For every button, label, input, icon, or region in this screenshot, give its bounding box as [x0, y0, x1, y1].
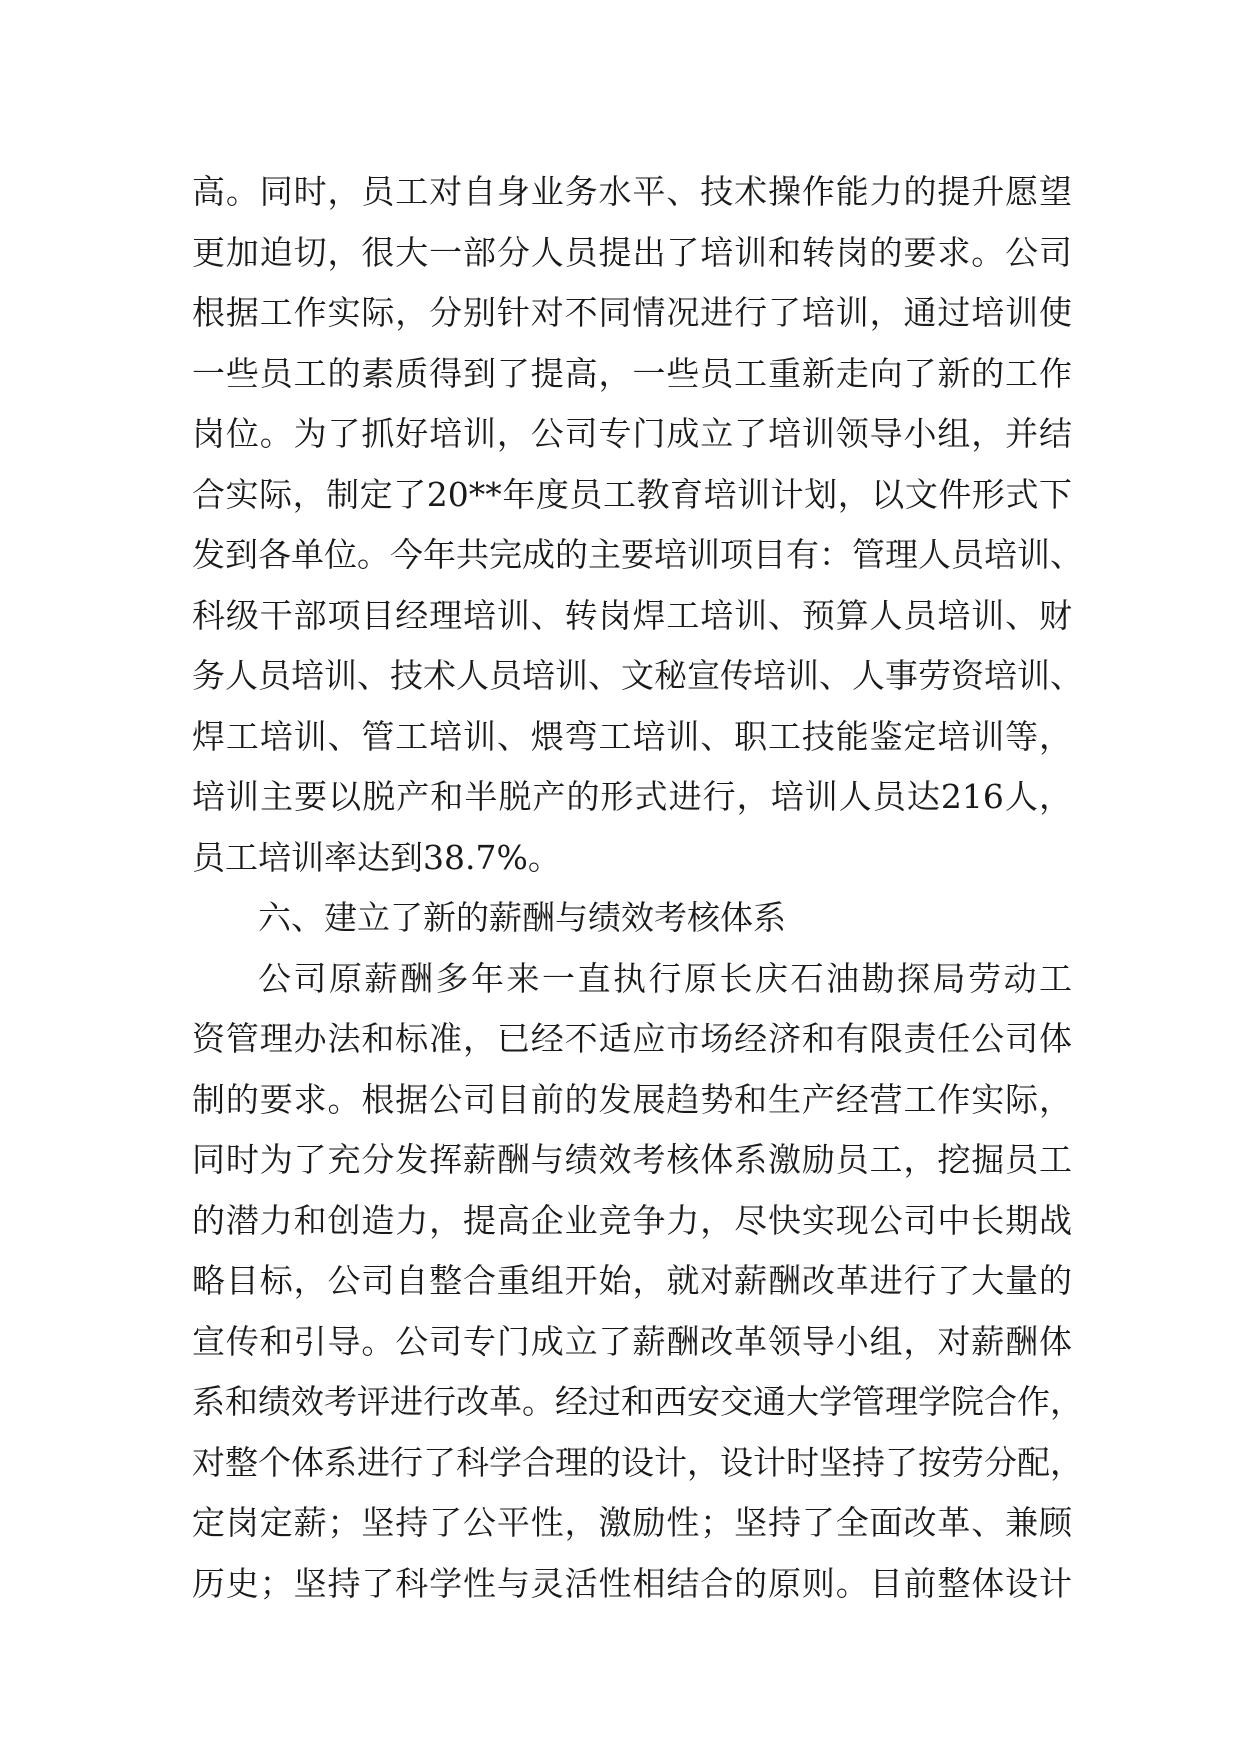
paragraph-line: 岗位。为了抓好培训，公司专门成立了培训领导小组，并结	[192, 414, 1072, 453]
paragraph-training	[192, 162, 1083, 888]
paragraph-line: 的潜力和创造力，提高企业竞争力，尽快实现公司中长期战	[192, 1200, 1072, 1240]
paragraph-line: 焊工培训、管工培训、煨弯工培训、职工技能鉴定培训等，	[192, 716, 1072, 756]
paragraph-line: 发到各单位。今年共完成的主要培训项目有：管理人员培训、	[192, 535, 1083, 574]
section-heading: 六、建立了新的薪酬与绩效考核体系	[258, 898, 786, 937]
paragraph-line: 科级干部项目经理培训、转岗焊工培训、预算人员培训、财	[192, 595, 1072, 635]
paragraph-line: 根据工作实际，分别针对不同情况进行了培训，通过培训使	[192, 293, 1072, 332]
paragraph-line: 宣传和引导。公司专门成立了薪酬改革领导小组，对薪酬体	[192, 1321, 1072, 1361]
paragraph-line: 对整个体系进行了科学合理的设计，设计时坚持了按劳分配，	[192, 1442, 1083, 1482]
paragraph-line: 系和绩效考评进行改革。经过和西安交通大学管理学院合作，	[192, 1382, 1083, 1421]
paragraph-line: 公司原薪酬多年来一直执行原长庆石油勘探局劳动工	[258, 958, 1072, 998]
paragraph-line: 更加迫切，很大一部分人员提出了培训和转岗的要求。公司	[192, 232, 1072, 272]
paragraph-line: 员工培训率达到38.7%。	[192, 837, 561, 877]
document-body	[192, 162, 1083, 1614]
paragraph-line: 务人员培训、技术人员培训、文秘宣传培训、人事劳资培训、	[192, 656, 1083, 695]
paragraph-line: 历史；坚持了科学性与灵活性相结合的原则。目前整体设计	[192, 1563, 1072, 1603]
paragraph-line: 略目标，公司自整合重组开始，就对薪酬改革进行了大量的	[192, 1261, 1072, 1300]
paragraph-line: 定岗定薪；坚持了公平性，激励性；坚持了全面改革、兼顾	[192, 1503, 1072, 1542]
paragraph-line: 培训主要以脱产和半脱产的形式进行，培训人员达216人，	[192, 777, 1072, 816]
paragraph-compensation	[192, 949, 1083, 1615]
paragraph-line: 合实际，制定了20**年度员工教育培训计划，以文件形式下	[192, 474, 1072, 514]
paragraph-line: 同时为了充分发挥薪酬与绩效考核体系激励员工，挖掘员工	[192, 1140, 1072, 1179]
paragraph-line: 资管理办法和标准，已经不适应市场经济和有限责任公司体	[192, 1019, 1072, 1058]
paragraph-line: 制的要求。根据公司目前的发展趋势和生产经营工作实际，	[192, 1079, 1072, 1119]
paragraph-line: 高。同时，员工对自身业务水平、技术操作能力的提升愿望	[192, 172, 1072, 211]
paragraph-line: 一些员工的素质得到了提高，一些员工重新走向了新的工作	[192, 353, 1072, 393]
